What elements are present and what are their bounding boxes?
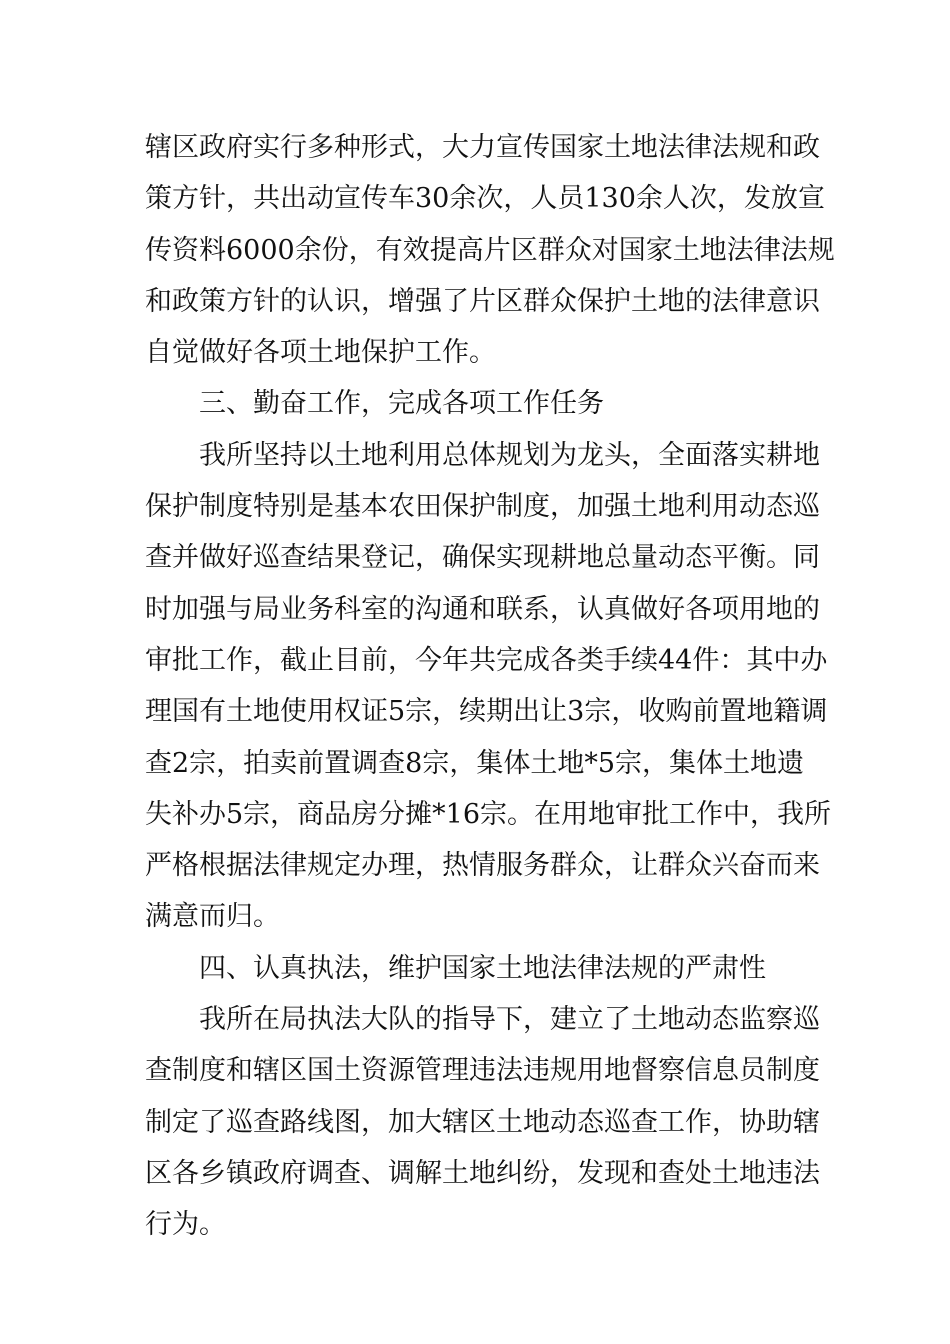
paragraph-3-line-3: 制定了巡查路线图，加大辖区土地动态巡查工作，协助辖 [145, 1106, 820, 1138]
paragraph-2-line-5: 审批工作，截止目前，今年共完成各类手续44件：其中办 [145, 644, 828, 676]
paragraph-3-line-5: 行为。 [145, 1209, 226, 1241]
paragraph-1-line-3: 传资料6000余份，有效提高片区群众对国家土地法律法规 [145, 234, 835, 266]
section-heading-3: 三、勤奋工作，完成各项工作任务 [199, 388, 604, 420]
paragraph-2-line-10: 满意而归。 [145, 901, 280, 933]
paragraph-3-line-1: 我所在局执法大队的指导下，建立了土地动态监察巡 [199, 1004, 820, 1036]
paragraph-2-line-3: 查并做好巡查结果登记，确保实现耕地总量动态平衡。同 [145, 542, 820, 574]
paragraph-2-line-1: 我所坚持以土地利用总体规划为龙头，全面落实耕地 [199, 439, 820, 471]
paragraph-1-line-4: 和政策方针的认识，增强了片区群众保护土地的法律意识 [145, 285, 820, 317]
paragraph-2-line-9: 严格根据法律规定办理，热情服务群众，让群众兴奋而来 [145, 850, 820, 882]
paragraph-3-line-2: 查制度和辖区国土资源管理违法违规用地督察信息员制度 [145, 1055, 820, 1087]
paragraph-2-line-4: 时加强与局业务科室的沟通和联系，认真做好各项用地的 [145, 593, 820, 625]
paragraph-2-line-6: 理国有土地使用权证5宗，续期出让3宗，收购前置地籍调 [145, 696, 828, 728]
paragraph-1-line-5: 自觉做好各项土地保护工作。 [145, 337, 496, 369]
paragraph-1-line-2: 策方针，共出动宣传车30余次，人员130余人次，发放宣 [145, 183, 825, 215]
paragraph-2-line-2: 保护制度特别是基本农田保护制度，加强土地利用动态巡 [145, 491, 820, 523]
document-body [145, 122, 835, 1251]
paragraph-3-line-4: 区各乡镇政府调查、调解土地纠纷，发现和查处土地违法 [145, 1157, 820, 1189]
paragraph-2-line-8: 失补办5宗，商品房分摊*16宗。在用地审批工作中，我所 [145, 798, 832, 830]
paragraph-2-line-7: 查2宗，拍卖前置调查8宗，集体土地*5宗，集体土地遗 [145, 747, 805, 779]
paragraph-1-line-1: 辖区政府实行多种形式，大力宣传国家土地法律法规和政 [145, 132, 820, 163]
section-heading-4: 四、认真执法，维护国家土地法律法规的严肃性 [199, 952, 766, 984]
